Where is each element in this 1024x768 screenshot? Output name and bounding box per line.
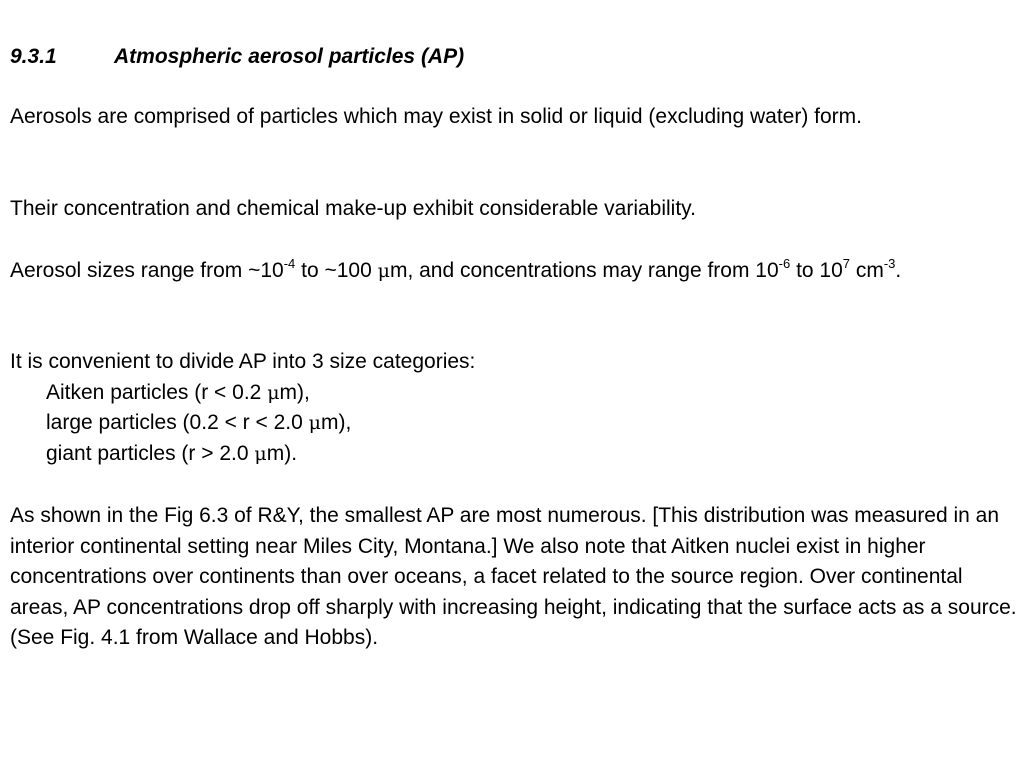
section-title: Atmospheric aerosol particles (AP) bbox=[114, 45, 465, 68]
size-range-text-4: to 10 bbox=[790, 259, 843, 282]
micro-symbol: μ bbox=[377, 260, 390, 282]
paragraph-distribution: As shown in the Fig 6.3 of R&Y, the smallest AP are most numerous. [This distribution was measured in an interior continental setting near Miles City, Montana.] We also note that Aitken nuclei exist in higher concentrations over continents than over oceans, a facet related to the source region. Over continental areas, AP concentrations drop off sharply with increasing height, indicating that the surface acts as a source. (See Fig. 4.1 from Wallace and Hobbs). bbox=[10, 504, 1017, 650]
micro-symbol: μ bbox=[254, 442, 267, 465]
size-range-text-5: cm bbox=[850, 259, 884, 282]
micro-symbol: μ bbox=[308, 412, 321, 435]
size-range-text-6: . bbox=[895, 259, 902, 282]
section-heading bbox=[10, 42, 464, 73]
paragraph-size-range bbox=[10, 256, 1020, 287]
paragraph-variability: Their concentration and chemical make-up exhibit considerable variability. bbox=[10, 197, 696, 220]
section-number: 9.3.1 bbox=[10, 45, 57, 68]
category-giant bbox=[10, 439, 1020, 470]
category-large-text: large particles (0.2 < r < 2.0 bbox=[46, 411, 309, 435]
size-range-exponent-1: -4 bbox=[283, 256, 296, 271]
category-aitken-unit: m), bbox=[279, 380, 310, 404]
size-range-exponent-2: -6 bbox=[778, 256, 791, 271]
size-range-exponent-3: 7 bbox=[842, 256, 851, 271]
category-large bbox=[10, 408, 1020, 439]
size-range-text-2: to ~100 bbox=[295, 259, 378, 282]
size-range-exponent-4: -3 bbox=[883, 256, 896, 271]
category-giant-text: giant particles (r > 2.0 bbox=[46, 441, 255, 465]
size-range-text-3: m, and concentrations may range from 10 bbox=[389, 259, 779, 282]
category-giant-unit: m). bbox=[266, 441, 298, 465]
size-categories-intro: It is convenient to divide AP into 3 size categories: bbox=[10, 350, 476, 373]
paragraph-aerosol-definition: Aerosols are comprised of particles which may exist in solid or liquid (excluding water) form. bbox=[10, 105, 862, 128]
micro-symbol: μ bbox=[267, 381, 280, 404]
paragraph-size-categories bbox=[10, 347, 1020, 469]
category-large-unit: m), bbox=[321, 411, 352, 435]
category-aitken bbox=[10, 378, 1020, 409]
size-range-text-1: Aerosol sizes range from ~10 bbox=[10, 259, 284, 282]
category-aitken-text: Aitken particles (r < 0.2 bbox=[46, 380, 268, 404]
